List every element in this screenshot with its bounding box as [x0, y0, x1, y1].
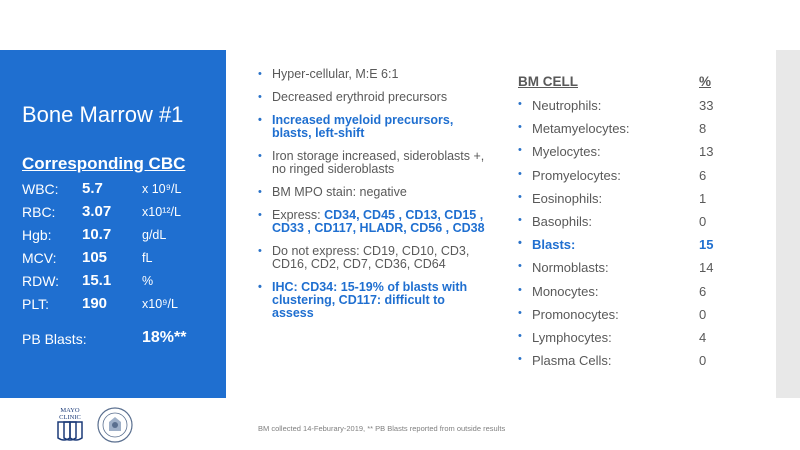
bm-cell-name: Lymphocytes: [532, 330, 612, 345]
bullet-icon: • [258, 91, 262, 103]
finding-item [258, 91, 486, 104]
bm-cell-pct: 0 [699, 214, 707, 229]
finding-text: CD34, CD45 , CD13, CD15 , CD33 , CD117, HLADR, CD56 , CD38 [272, 208, 485, 235]
finding-text: Increased myeloid precursors, blasts, left-shift [272, 113, 454, 140]
pb-blasts-label: PB Blasts: [22, 331, 87, 347]
bm-cell-name: Promyelocytes: [532, 167, 621, 183]
cbc-row [22, 181, 222, 201]
bm-row [518, 353, 728, 373]
finding-text: Iron storage increased, sideroblasts +, no ringed sideroblasts [272, 149, 485, 176]
bm-row [518, 168, 728, 188]
bm-cell-name: Plasma Cells: [532, 353, 612, 369]
bullet-icon: • [518, 306, 522, 319]
bm-row [518, 260, 728, 280]
bullet-icon: • [258, 186, 262, 198]
cbc-value: 190 [82, 295, 108, 312]
bullet-icon: • [258, 245, 262, 257]
svg-text:CLINIC: CLINIC [59, 414, 81, 421]
bm-cell-pct: 4 [699, 330, 707, 345]
cbc-value: 3.07 [82, 203, 112, 220]
bm-row [518, 191, 728, 211]
bm-cell-pct: 6 [699, 167, 707, 183]
bm-cell-pct: 0 [699, 353, 707, 369]
bm-cell-name: Normoblasts: [532, 260, 609, 276]
bm-row [518, 237, 728, 257]
finding-item [258, 114, 486, 140]
cbc-label: PLT: [22, 296, 49, 312]
finding-text: IHC: CD34: 15-19% of blasts with clustering, CD117: difficult to assess [272, 280, 468, 320]
university-seal-icon [96, 406, 134, 444]
cbc-unit: g/dL [142, 228, 167, 242]
cbc-label: Hgb: [22, 227, 52, 243]
bm-row [518, 214, 728, 234]
bm-pct-header: % [699, 74, 712, 89]
bm-row [518, 307, 728, 327]
cbc-value: 15.1 [82, 272, 112, 289]
side-decor-bar [776, 50, 800, 398]
cbc-row [22, 227, 222, 247]
bullet-icon: • [518, 353, 522, 366]
bm-cell-name: Neutrophils: [532, 98, 602, 113]
cbc-value: 10.7 [82, 226, 112, 243]
svg-text:MAYO: MAYO [60, 407, 80, 414]
bullet-icon: • [258, 114, 262, 126]
cbc-unit: x 10⁹/L [142, 182, 182, 196]
cbc-label: RBC: [22, 204, 56, 220]
bullet-icon: • [518, 283, 522, 296]
pb-blasts-value: 18%** [142, 329, 187, 346]
cbc-panel [0, 50, 226, 398]
bullet-icon: • [518, 167, 522, 180]
cbc-row [22, 204, 222, 224]
finding-prefix: Express: [272, 208, 325, 222]
cbc-unit: x10⁹/L [142, 297, 178, 311]
bm-row [518, 98, 728, 118]
cbc-label: RDW: [22, 273, 60, 289]
finding-text: Do not express: CD19, CD10, CD3, CD16, CD2, CD7, CD36, CD64 [272, 244, 470, 271]
bullet-icon: • [258, 209, 262, 221]
bm-cell-name: Basophils: [532, 214, 592, 229]
bm-cell-name: Myelocytes: [532, 144, 601, 160]
bullet-icon: • [518, 214, 522, 226]
bm-cell-name: Metamyelocytes: [532, 121, 630, 137]
bm-cell-pct: 13 [699, 144, 714, 160]
bullet-icon: • [518, 237, 522, 250]
bullet-icon: • [258, 281, 262, 293]
bullet-icon: • [518, 98, 522, 110]
finding-item [258, 245, 486, 271]
cbc-label: MCV: [22, 250, 57, 266]
cbc-unit: fL [142, 251, 153, 265]
finding-item [258, 281, 486, 320]
bm-row [518, 121, 728, 141]
cbc-row [22, 250, 222, 270]
bm-row [518, 330, 728, 350]
cbc-label: WBC: [22, 181, 59, 197]
finding-item [258, 209, 486, 235]
finding-text: Hyper-cellular, M:E 6:1 [272, 67, 399, 81]
cbc-row [22, 273, 222, 293]
bullet-icon: • [518, 144, 522, 157]
bullet-icon: • [258, 150, 262, 162]
bm-cell-name: Promonocytes: [532, 306, 619, 322]
finding-item [258, 150, 486, 176]
bullet-icon: • [518, 121, 522, 134]
bullet-icon: • [518, 190, 522, 203]
bm-cell-name: Eosinophils: [532, 190, 603, 206]
bm-row [518, 144, 728, 164]
finding-item [258, 186, 486, 199]
bullet-icon: • [518, 330, 522, 342]
bm-cell-name: Blasts: [532, 237, 576, 253]
bm-cell-header: BM CELL [518, 74, 578, 89]
bm-cell-pct: 6 [699, 283, 707, 299]
findings-list [258, 68, 486, 330]
bm-cell-pct: 1 [699, 190, 707, 206]
bm-cell-name: Monocytes: [532, 283, 599, 299]
bm-cell-pct: 8 [699, 121, 707, 137]
footer-note: BM collected 14-Feburary-2019, ** PB Blasts reported from outside results [258, 424, 506, 433]
bm-cell-pct: 14 [699, 260, 714, 276]
bm-cell-pct: 0 [699, 306, 707, 322]
cbc-unit: x10¹²/L [142, 205, 181, 219]
cbc-unit: % [142, 274, 154, 288]
finding-text: BM MPO stain: negative [272, 185, 407, 199]
bullet-icon: • [258, 68, 262, 80]
bm-row [518, 284, 728, 304]
cbc-value: 105 [82, 249, 108, 266]
bm-cell-pct: 15 [699, 237, 714, 253]
cbc-row [22, 296, 222, 316]
finding-item [258, 68, 486, 81]
bullet-icon: • [518, 260, 522, 273]
cbc-value: 5.7 [82, 180, 103, 197]
bm-cell-pct: 33 [699, 98, 714, 113]
slide-title: Bone Marrow #1 [22, 102, 184, 127]
finding-text: Decreased erythroid precursors [272, 90, 448, 104]
cbc-heading: Corresponding CBC [22, 154, 186, 173]
mayo-clinic-logo [50, 404, 90, 444]
